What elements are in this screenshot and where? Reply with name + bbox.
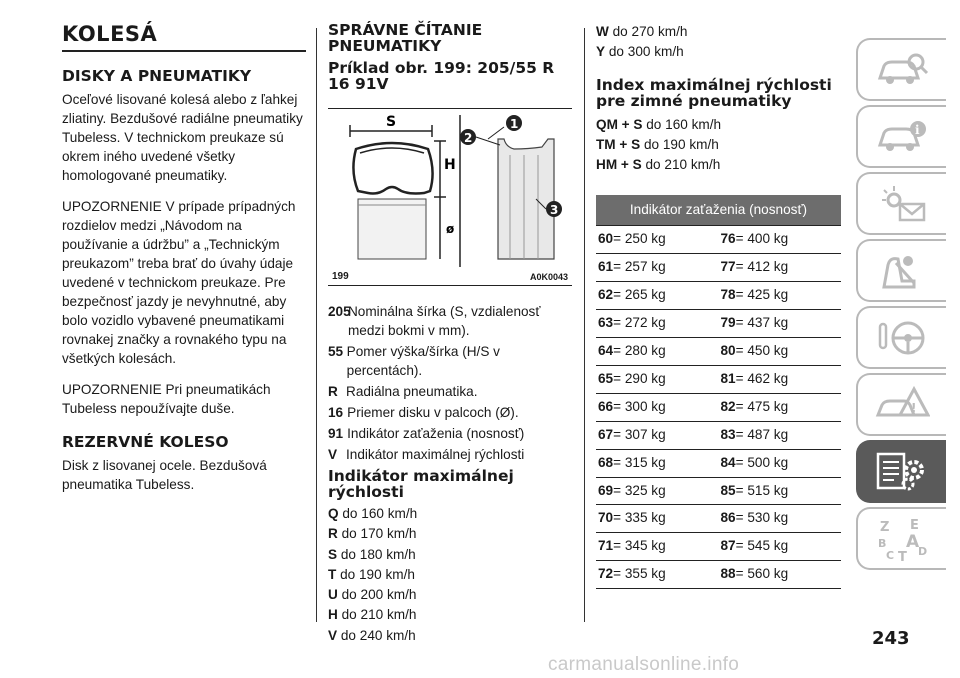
tab-car-info[interactable]: [856, 105, 946, 168]
table-cell: 81= 462 kg: [720, 370, 789, 386]
svg-text:Z: Z: [880, 519, 890, 535]
table-row: [596, 478, 841, 506]
list-item: [328, 424, 572, 443]
tire-diagram-figure: [328, 108, 572, 286]
callout-3-label: 3: [550, 203, 559, 217]
table-row: [596, 394, 841, 422]
callout-1-label: 1: [510, 117, 519, 131]
section-heading-rims: DISKY A PNEUMATIKY: [62, 67, 252, 85]
tab-warning-lights[interactable]: [856, 172, 946, 235]
warning-lights-icon: [874, 184, 930, 224]
table-row: [596, 422, 841, 450]
list-item: Y do 300 km/h: [596, 44, 684, 60]
figure-code: A0K0043: [529, 272, 568, 282]
item-key: 16: [328, 405, 344, 420]
list-item: [328, 342, 572, 380]
table-cell: 63= 272 kg: [598, 315, 666, 331]
item-text: Radiálna pneumatika.: [346, 384, 478, 399]
table-cell: 84= 500 kg: [720, 454, 789, 470]
table-cell: 61= 257 kg: [598, 259, 666, 275]
label-s: S: [386, 114, 397, 130]
load-index-table-title: Indikátor zaťaženia (nosnosť): [596, 195, 841, 225]
table-cell: 68= 315 kg: [598, 454, 666, 470]
table-row: [596, 310, 841, 338]
tire-cross-section-diagram: [328, 109, 572, 285]
table-cell: 77= 412 kg: [720, 259, 789, 275]
list-item: [328, 302, 572, 340]
tab-technical-specs[interactable]: [856, 440, 946, 503]
seat-belt-icon: [874, 251, 930, 291]
table-row: [596, 338, 841, 366]
tab-car-search[interactable]: [856, 38, 946, 101]
table-cell: 78= 425 kg: [720, 287, 789, 303]
tab-seat-belt[interactable]: [856, 239, 946, 302]
svg-text:E: E: [910, 517, 919, 533]
list-item: T do 190 km/h: [328, 566, 415, 582]
svg-text:A: A: [906, 531, 920, 552]
item-text: Pomer výška/šírka (H/S v percentách).: [346, 344, 500, 378]
speed-list-continued: [596, 22, 841, 63]
list-item: [328, 382, 572, 401]
list-item: [328, 445, 572, 464]
table-row: [596, 366, 841, 394]
table-row: [596, 450, 841, 478]
table-cell: 70= 335 kg: [598, 510, 666, 526]
column-divider: [316, 28, 317, 622]
table-cell: 69= 325 kg: [598, 482, 666, 498]
tab-steering-wheel[interactable]: [856, 306, 946, 369]
page-title: KOLESÁ: [62, 22, 306, 52]
alphabet-index-icon: [874, 517, 930, 561]
table-cell: 83= 487 kg: [720, 426, 789, 442]
section-heading-speed: Indikátor maximálnej rýchlosti: [328, 467, 514, 501]
table-cell: 85= 515 kg: [720, 482, 789, 498]
column-2: [328, 22, 572, 646]
page-number: 243: [872, 628, 910, 649]
list-item: [328, 403, 572, 422]
watermark-text: carmanualsonline.info: [548, 654, 740, 675]
label-diameter: ø: [446, 222, 455, 236]
table-cell: 79= 437 kg: [720, 315, 789, 331]
tire-code-list: [328, 302, 572, 464]
table-row: [596, 561, 841, 589]
list-item: HM + S do 210 km/h: [596, 157, 721, 173]
section-heading-reading: SPRÁVNE ČÍTANIE PNEUMATIKY: [328, 21, 483, 55]
item-text: Nominálna šírka (S, vzdialenosť medzi bokmi v mm).: [347, 304, 541, 338]
paragraph: UPOZORNENIE V prípade prípadných rozdielov medzi „Návodom na používanie a údržbu” a „Technickým preukazom” treba brať do úvahy údaje uvedené v technickom preukaze. Pre bezpečnosť jazdy je nevyhnutné, aby bolo vozidlo vybavené pneumatikami rovnakej značky a rovnakého typu na všetkých kolesách.: [62, 199, 296, 366]
list-item: TM + S do 190 km/h: [596, 136, 719, 152]
column-3: [596, 22, 841, 589]
table-cell: 87= 545 kg: [720, 538, 789, 554]
steering-wheel-icon: [874, 318, 930, 358]
specs-gear-icon: [874, 450, 930, 494]
table-cell: 82= 475 kg: [720, 398, 789, 414]
list-item: V do 240 km/h: [328, 627, 416, 643]
section-heading-spare: REZERVNÉ KOLESO: [62, 433, 229, 451]
item-text: Indikátor zaťaženia (nosnosť): [347, 426, 525, 441]
car-info-icon: [874, 117, 930, 157]
car-hazard-icon: [874, 385, 930, 425]
tab-car-hazard[interactable]: [856, 373, 946, 436]
figure-number: 199: [332, 271, 349, 282]
table-cell: 62= 265 kg: [598, 287, 666, 303]
chapter-tabs: [856, 38, 946, 574]
item-key: 55: [328, 344, 344, 359]
table-cell: 72= 355 kg: [598, 566, 666, 582]
table-cell: 71= 345 kg: [598, 538, 666, 554]
load-index-table: [596, 225, 841, 589]
list-item: Q do 160 km/h: [328, 506, 418, 521]
table-row: [596, 505, 841, 533]
winter-speed-list: [596, 115, 841, 176]
item-key: V: [328, 447, 338, 462]
item-text: Indikátor maximálnej rýchlosti: [346, 447, 525, 462]
item-key: 91: [328, 426, 344, 441]
speed-list: [328, 504, 572, 646]
example-heading: Príklad obr. 199: 205/55 R 16 91V: [328, 59, 555, 93]
table-cell: 65= 290 kg: [598, 370, 666, 386]
table-cell: 88= 560 kg: [720, 566, 789, 582]
list-item: R do 170 km/h: [328, 526, 417, 542]
callout-2-label: 2: [464, 131, 473, 145]
table-cell: 86= 530 kg: [720, 510, 789, 526]
table-cell: 67= 307 kg: [598, 426, 666, 442]
paragraph: UPOZORNENIE Pri pneumatikách Tubeless nepoužívajte duše.: [62, 382, 271, 416]
item-text: Priemer disku v palcoch (Ø).: [347, 405, 519, 420]
paragraph: Disk z lisovanej ocele. Bezdušová pneumatika Tubeless.: [62, 458, 267, 492]
list-item: W do 270 km/h: [596, 24, 688, 39]
table-cell: 64= 280 kg: [598, 343, 666, 359]
paragraph: Oceľové lisované kolesá alebo z ľahkej zliatiny. Bezdušové radiálne pneumatiky Tubeless. V technickom preukaze sú okrem iného uvedené všetky homologované pneumatiky.: [62, 92, 303, 183]
list-item: U do 200 km/h: [328, 587, 417, 603]
column-1: [62, 22, 306, 494]
list-item: QM + S do 160 km/h: [596, 116, 722, 132]
table-row: [596, 533, 841, 561]
svg-text:i: i: [915, 122, 920, 137]
table-cell: 66= 300 kg: [598, 398, 666, 414]
table-row: [596, 254, 841, 282]
item-key: R: [328, 384, 338, 399]
svg-text:B: B: [878, 536, 887, 550]
item-key: 205: [328, 304, 351, 319]
section-heading-winter: Index maximálnej rýchlosti pre zimné pneumatiky: [596, 75, 832, 110]
list-item: S do 180 km/h: [328, 546, 416, 562]
table-row: [596, 282, 841, 310]
car-search-icon: [874, 50, 930, 90]
tab-index[interactable]: [856, 507, 946, 570]
table-cell: 60= 250 kg: [598, 231, 666, 247]
svg-text:T: T: [898, 549, 907, 561]
table-row: [596, 225, 841, 254]
svg-text:!: !: [911, 400, 917, 415]
svg-text:D: D: [918, 544, 928, 558]
column-divider: [584, 28, 585, 622]
table-cell: 76= 400 kg: [720, 231, 789, 247]
table-cell: 80= 450 kg: [720, 343, 789, 359]
label-h: H: [444, 157, 456, 173]
svg-text:C: C: [886, 548, 895, 561]
list-item: H do 210 km/h: [328, 607, 417, 623]
